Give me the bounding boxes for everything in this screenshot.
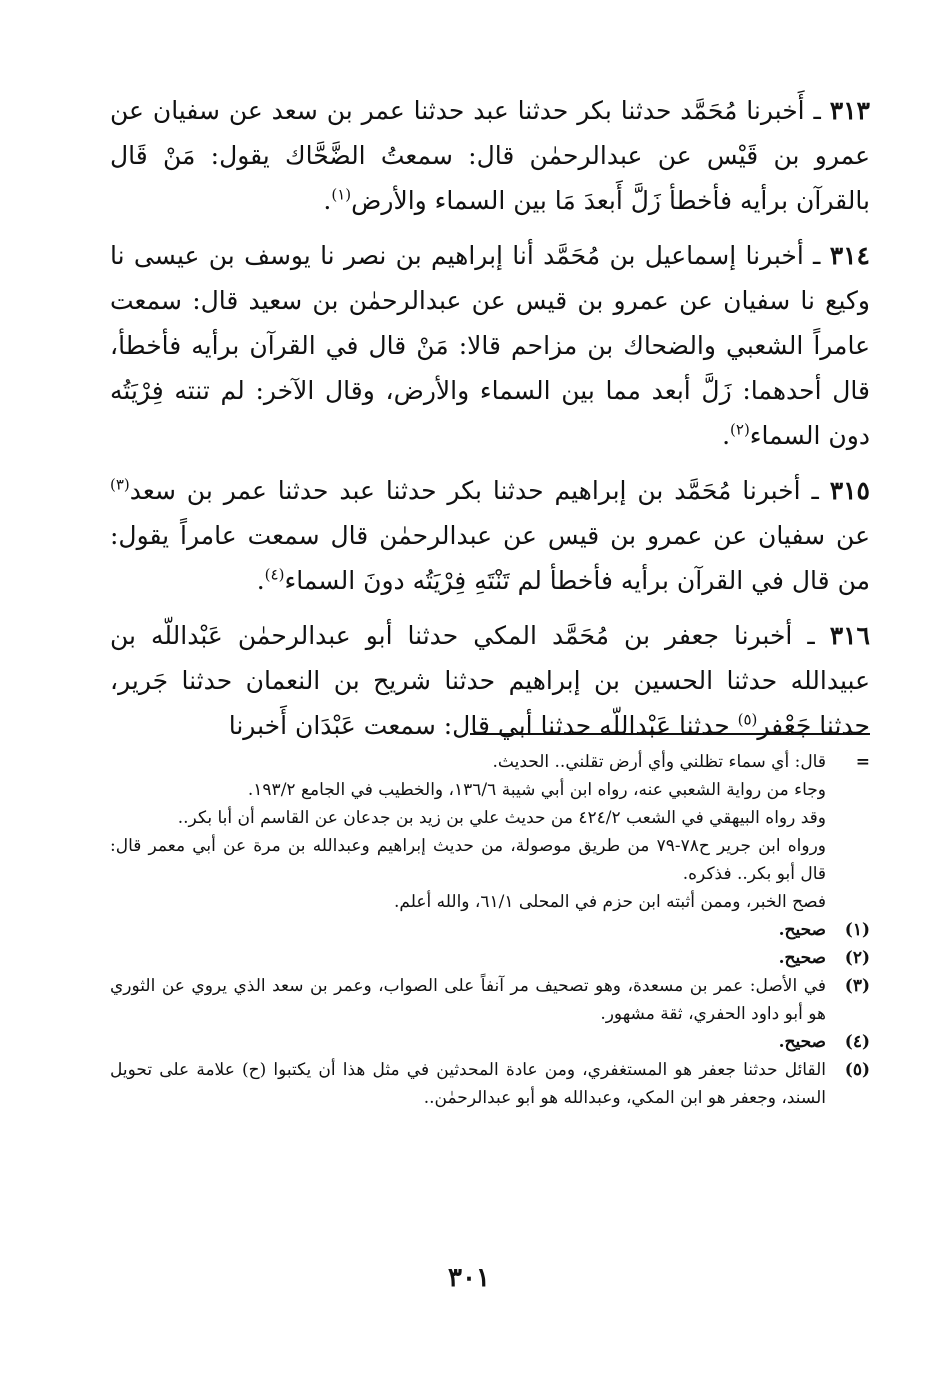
- paragraph-number: ٣١٣: [829, 96, 870, 125]
- footnote-marker: (٥): [844, 1060, 870, 1080]
- footnote-marker: (٢): [844, 948, 870, 968]
- footnote-3: [110, 972, 870, 1028]
- paragraph-314: [110, 233, 870, 458]
- paragraph-text: ـ أَخبرنا مُحَمَّد حدثنا بكر حدثنا عبد حدثنا عمر بن سعد عن سفيان عن عمرو بن قَيْس عن عبدالرحمٰن قال: سمعتُ الضَّحَّاك يقول: مَنْ قَال بالقرآن برأيه فأخطأ زَلَّ أَبعدَ مَا بين السماء والأرض: [110, 96, 870, 215]
- footnote-text: القائل حدثنا جعفر هو المستغفري، ومن عادة المحدثين في مثل هذا أن يكتبوا (ح) علامة على تحويل السند، وجعفر هو ابن المكي، وعبدالله هو أبو عبدالرحمٰن..: [110, 1060, 826, 1108]
- paragraph-tail: .: [722, 421, 731, 450]
- footnote-ref[interactable]: (٢): [730, 420, 750, 439]
- footnote-1: [110, 916, 870, 944]
- paragraph-tail: عن سفيان عن عمرو بن قيس عن عبدالرحمٰن قال سمعت عامراً يقول: من قال في القرآن برأيه فأخطأ لم تَنْتَهِ فِرْيَتُه دونَ السماء: [110, 521, 870, 595]
- footnote-ref[interactable]: (٣): [110, 475, 130, 494]
- footnote-text: وقد رواه البيهقي في الشعب ٤٢٤/٢ من حديث علي بن زيد بن جدعان عن القاسم أن أبا بكر..: [177, 808, 826, 828]
- footnote-text: فصح الخبر، وممن أثبته ابن حزم في المحلى ٦١/١، والله أعلم.: [394, 892, 826, 912]
- paragraph-number: ٣١٦: [829, 621, 870, 650]
- footnote-ref[interactable]: (١): [331, 185, 352, 204]
- footnotes: [110, 748, 870, 1112]
- footnote-text: صحيح.: [778, 1032, 826, 1052]
- paragraph-313: [110, 88, 870, 223]
- footnote-4: [110, 1028, 870, 1056]
- paragraph-text: ـ أخبرنا جعفر بن مُحَمَّد المكي حدثنا أبو عبدالرحمٰن عَبْداللّه بن عبيدالله حدثنا الحسين بن إبراهيم حدثنا شريح بن النعمان حدثنا جَرير، حدثنا جَعْفر: [110, 621, 870, 740]
- footnote-text: صحيح.: [778, 948, 826, 968]
- page-number: ٣٠١: [448, 1263, 490, 1293]
- paragraph-316: [110, 613, 870, 748]
- footnote-marker: [826, 832, 870, 888]
- footnote-separator: [470, 733, 870, 735]
- footnote-continuation: [110, 804, 870, 832]
- footnote-text: قال: أي سماء تظلني وأي أرض تقلني.. الحديث.: [492, 752, 826, 772]
- footnote-marker: =: [855, 752, 870, 772]
- footnote-text: في الأصل: عمر بن مسعدة، وهو تصحيف مر آنفاً على الصواب، وعمر بن سعد الذي يروي عن الثوري هو أبو داود الحفري، ثقة مشهور.: [110, 976, 826, 1024]
- footnote-marker: [826, 776, 870, 804]
- footnote-text: وجاء من رواية الشعبي عنه، رواه ابن أبي شيبة ١٣٦/٦، والخطيب في الجامع ١٩٣/٢.: [247, 780, 826, 800]
- footnote-text: ورواه ابن جرير ح٧٨-٧٩ من طريق موصولة، من حديث إبراهيم وعبدالله بن مرة عن أبي معمر قال: قال أبو بكر.. فذكره.: [110, 836, 826, 884]
- footnote-marker: [826, 804, 870, 832]
- footnote-marker: (٤): [844, 1032, 870, 1052]
- paragraph-tail: .: [323, 186, 332, 215]
- paragraph-text: ـ أخبرنا مُحَمَّد بن إبراهيم حدثنا بكر حدثنا عبد حدثنا عمر بن سعد: [129, 476, 819, 505]
- main-text: [110, 88, 870, 758]
- footnote-marker: (٣): [844, 976, 870, 996]
- footnote-ref[interactable]: (٤): [264, 565, 285, 584]
- footnote-marker: (١): [844, 920, 870, 940]
- footnote-continuation: [110, 832, 870, 888]
- paragraph-315: [110, 468, 870, 603]
- paragraph-number: ٣١٤: [829, 241, 870, 270]
- footnote-text: صحيح.: [778, 920, 826, 940]
- paragraph-text: ـ أخبرنا إسماعيل بن مُحَمَّد أنا إبراهيم بن نصر نا يوسف بن عيسى نا وكيع نا سفيان عن عمرو بن قيس عن عبدالرحمٰن بن سعيد قال: سمعت عامراً الشعبي والضحاك بن مزاحم قالا: مَنْ قال في القرآن برأيه فأخطأ، قال أحدهما: زَلَّ أبعد مما بين السماء والأرض، وقال الآخر: لم تنته فِرْيَتُه دون السماء: [110, 241, 870, 450]
- paragraph-tail: حدثنا عَبْداللّه حدثنا أبي قال: سمعت عَبْدَان أَخبرنا: [228, 711, 738, 740]
- footnote-continuation: [110, 776, 870, 804]
- paragraph-number: ٣١٥: [829, 476, 870, 505]
- footnote-continuation: [110, 888, 870, 916]
- paragraph-tail: .: [256, 566, 265, 595]
- footnote-2: [110, 944, 870, 972]
- footnote-marker: [826, 888, 870, 916]
- footnote-continuation: [110, 748, 870, 776]
- footnote-ref[interactable]: (٥): [737, 710, 758, 729]
- footnote-5: [110, 1056, 870, 1112]
